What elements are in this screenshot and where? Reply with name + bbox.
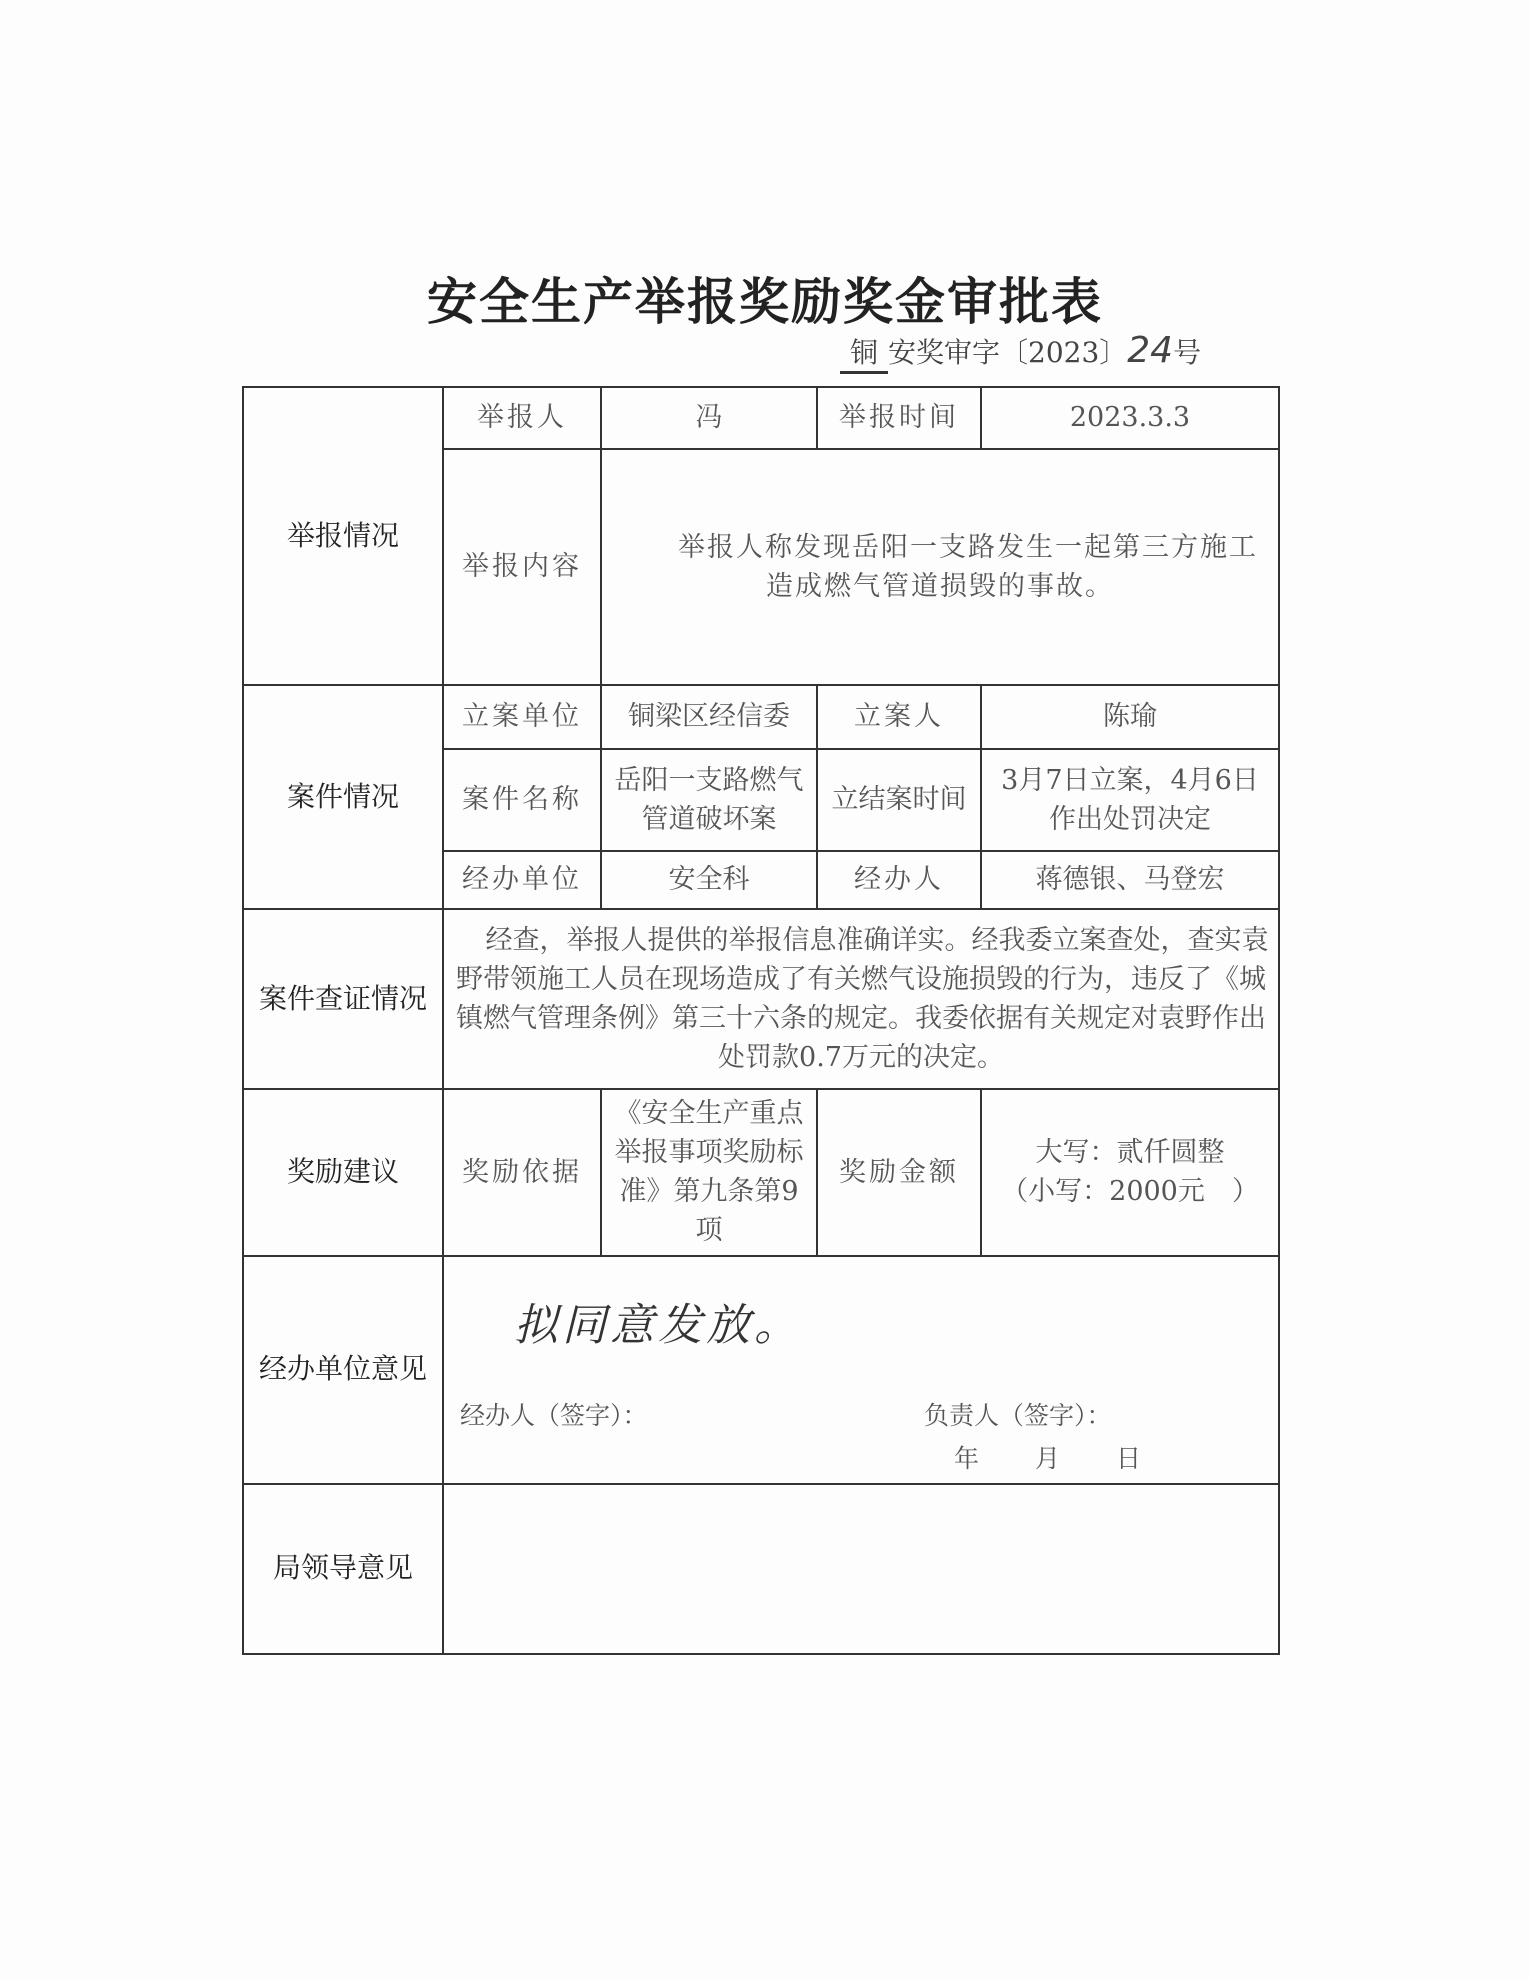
reward-basis-label: 奖励依据 <box>443 1089 601 1256</box>
case-time-value: 3月7日立案，4月6日作出处罚决定 <box>981 749 1279 851</box>
handwritten-opinion: 拟同意发放。 <box>514 1299 802 1351</box>
reward-row <box>243 1089 1279 1256</box>
case-name-value: 岳阳一支路燃气管道破坏案 <box>601 749 817 851</box>
handler-label: 经办人 <box>817 851 981 909</box>
leader-opinion-row <box>243 1484 1279 1654</box>
date-year: 年 <box>954 1443 980 1473</box>
case-row-1 <box>243 685 1279 749</box>
handler-signature-label: 经办人（签字）： <box>460 1400 648 1430</box>
leader-opinion-value <box>443 1484 1279 1654</box>
section-report: 举报情况 <box>243 387 443 685</box>
handling-unit-value: 安全科 <box>601 851 817 909</box>
reward-amount-cell <box>981 1089 1279 1256</box>
doc-suffix: 号 <box>1173 336 1202 369</box>
reward-amount-upper: 大写：贰仟圆整 <box>1035 1137 1225 1169</box>
reporter-value: 冯 <box>601 387 817 449</box>
section-verification: 案件查证情况 <box>243 909 443 1089</box>
section-reward: 奖励建议 <box>243 1089 443 1256</box>
leader-signature-label: 负责人（签字）： <box>924 1400 1112 1430</box>
verification-text: 经查，举报人提供的举报信息准确详实。经我委立案查处，查实袁野带领施工人员在现场造成了有关燃气设施损毁的行为，违反了《城镇燃气管理条例》第三十六条的规定。我委依据有关规定对袁野作出处罚款0.7万元的决定。 <box>456 924 1269 1074</box>
report-content-cell <box>601 449 1279 685</box>
report-time-label: 举报时间 <box>817 387 981 449</box>
section-case: 案件情况 <box>243 685 443 909</box>
handling-opinion-box <box>444 1258 1278 1482</box>
handler-value: 蒋德银、马登宏 <box>981 851 1279 909</box>
date-line <box>954 1441 1197 1477</box>
form-title: 安全生产举报奖励奖金审批表 <box>427 272 1103 331</box>
section-leader-opinion: 局领导意见 <box>243 1484 443 1654</box>
case-time-label: 立结案时间 <box>817 749 981 851</box>
filing-unit-label: 立案单位 <box>443 685 601 749</box>
doc-number-handwritten: 24 <box>1127 330 1174 371</box>
handling-unit-label: 经办单位 <box>443 851 601 909</box>
filer-label: 立案人 <box>817 685 981 749</box>
report-row-1 <box>243 387 1279 449</box>
reward-basis-value: 《安全生产重点举报事项奖励标准》第九条第9项 <box>601 1089 817 1256</box>
doc-prefix: 铜 <box>840 331 888 374</box>
case-name-label: 案件名称 <box>443 749 601 851</box>
section-handling-opinion: 经办单位意见 <box>243 1256 443 1484</box>
document-number <box>840 330 1201 374</box>
filer-value: 陈瑜 <box>981 685 1279 749</box>
date-month: 月 <box>1035 1443 1061 1473</box>
reward-amount-lower: （小写：2000元 ） <box>1001 1176 1259 1208</box>
date-day: 日 <box>1116 1443 1142 1473</box>
report-content-label: 举报内容 <box>443 449 601 685</box>
report-content-value: 举报人称发现岳阳一支路发生一起第三方施工造成燃气管道损毁的事故。 <box>678 531 1258 602</box>
verification-row <box>243 909 1279 1089</box>
approval-form-table <box>242 386 1280 1655</box>
handling-opinion-cell <box>443 1256 1279 1484</box>
handling-opinion-row <box>243 1256 1279 1484</box>
verification-cell <box>443 909 1279 1089</box>
reward-amount-label: 奖励金额 <box>817 1089 981 1256</box>
reporter-label: 举报人 <box>443 387 601 449</box>
filing-unit-value: 铜梁区经信委 <box>601 685 817 749</box>
report-time-value: 2023.3.3 <box>981 387 1279 449</box>
doc-middle: 安奖审字〔2023〕 <box>888 336 1128 369</box>
